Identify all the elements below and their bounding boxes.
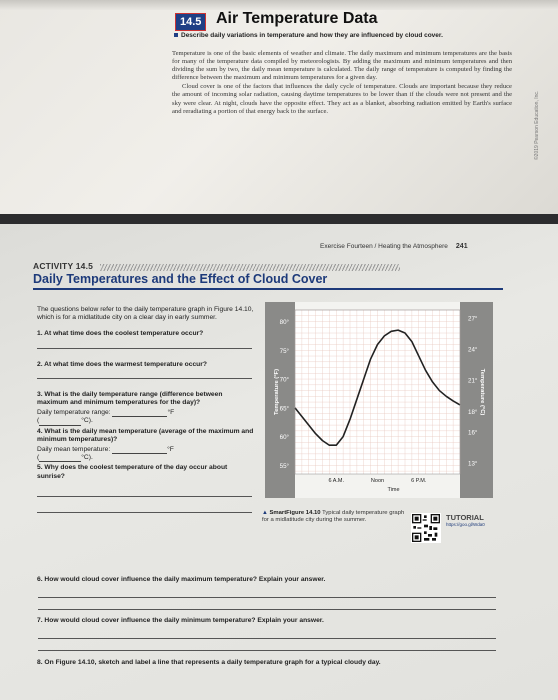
section-body xyxy=(172,50,512,117)
y-tick-label-f: 75° xyxy=(279,347,289,355)
answer-line-q6b[interactable] xyxy=(38,609,496,610)
page-gap xyxy=(0,214,558,224)
activity-stripe-decoration xyxy=(100,264,400,271)
page-number: 241 xyxy=(455,243,468,250)
caption-title: SmartFigure 14.10 xyxy=(269,510,321,516)
activity-title-rule xyxy=(33,288,503,290)
running-header xyxy=(320,243,468,250)
mean-c-row xyxy=(37,454,255,462)
y-tick-label-f: 55° xyxy=(279,462,289,470)
range-c-blank[interactable] xyxy=(39,419,81,426)
running-header-text: Exercise Fourteen / Heating the Atmosphere xyxy=(320,243,448,250)
activity-title: Daily Temperatures and the Effect of Cloud Cover xyxy=(33,272,328,286)
y-axis-label-f: Temperature (°F) xyxy=(274,368,280,416)
question-1: 1. At what time does the coolest temperature occur? xyxy=(37,330,204,338)
y-tick-label-f: 80° xyxy=(279,319,289,327)
x-tick-label: Noon xyxy=(370,478,385,484)
answer-line-q2[interactable] xyxy=(37,369,252,379)
mean-c-blank[interactable] xyxy=(39,455,81,462)
x-tick-label: 6 A.M. xyxy=(328,478,345,484)
answer-line-q5a[interactable] xyxy=(37,487,252,497)
unit-c-2: °C). xyxy=(81,454,93,462)
y-tick-label-c: 18° xyxy=(468,408,478,416)
question-6: 6. How would cloud cover influence the daily maximum temperature? Explain your answer. xyxy=(37,576,326,583)
paren-open: ( xyxy=(37,417,40,425)
activity-intro: The questions below refer to the daily temperature graph in Figure 14.10, which is for a midlatitude city on a clear day in early summer. xyxy=(37,306,254,322)
figure-caption xyxy=(262,510,410,524)
range-fill-label: Daily temperature range: xyxy=(37,409,111,417)
tutorial-url[interactable]: https://goo.gl/Wda0 xyxy=(446,522,485,527)
qr-code-icon[interactable] xyxy=(411,513,441,543)
paragraph-cloud-cover: Cloud cover is one of the factors that influences the daily cycle of temperature. Clouds are important because they reduce the amount of incoming solar radiation, causing daytime temperatures to be lower than if the clouds were not present and the sky were clear. At night, clouds have the opposite effect. They act as a blanket, absorbing radiation emitted by Earth's surface and reradiating a portion of that energy back to the surface. xyxy=(172,83,512,115)
answer-line-q1[interactable] xyxy=(37,339,252,349)
smartfigure-triangle-icon: ▲ xyxy=(262,510,270,516)
y-tick-label-f: 70° xyxy=(279,376,289,384)
range-c-row xyxy=(37,417,255,425)
y-axis-label-c: Temperature (°C) xyxy=(479,368,485,416)
mean-fill-row xyxy=(37,446,255,454)
range-fill-row xyxy=(37,409,255,417)
answer-line-q7b[interactable] xyxy=(38,650,496,651)
x-axis-label: Time xyxy=(387,487,400,493)
y-tick-label-c: 21° xyxy=(468,377,478,385)
y-tick-label-c: 27° xyxy=(468,315,478,323)
right-axis-band xyxy=(460,302,493,498)
bullet-square-icon xyxy=(174,33,178,37)
page-shadow xyxy=(0,0,558,10)
answer-line-q5b[interactable] xyxy=(37,503,252,513)
caption-text: Typical daily temperature graph for a midlatitude city during the summer. xyxy=(262,510,405,523)
question-5: 5. Why does the coolest temperature of the day occur about sunrise? xyxy=(37,464,228,480)
learning-objective xyxy=(174,32,443,39)
y-tick-label-c: 13° xyxy=(468,460,478,468)
y-tick-label-f: 60° xyxy=(279,434,289,442)
section-title: Air Temperature Data xyxy=(216,10,378,27)
unit-c: °C). xyxy=(81,417,93,425)
question-8: 8. On Figure 14.10, sketch and label a line that represents a daily temperature graph for a typical cloudy day. xyxy=(37,659,381,666)
paren-open-2: ( xyxy=(37,454,40,462)
range-f-blank[interactable] xyxy=(112,410,167,417)
question-3: 3. What is the daily temperature range (difference between maximum and minimum temperatures for the day)? xyxy=(37,390,223,407)
answer-line-q7a[interactable] xyxy=(38,638,496,639)
y-tick-label-f: 65° xyxy=(279,405,289,413)
textbook-page-top xyxy=(0,0,558,214)
textbook-page-241 xyxy=(0,224,558,700)
question-2: 2. At what time does the warmest temperature occur? xyxy=(37,360,207,368)
y-tick-label-c: 24° xyxy=(468,346,478,354)
unit-f-2: °F xyxy=(167,446,174,454)
answer-line-q6a[interactable] xyxy=(38,597,496,598)
question-column xyxy=(37,306,255,513)
y-tick-label-c: 16° xyxy=(468,429,478,437)
mean-fill-label: Daily mean temperature: xyxy=(37,446,111,454)
mean-f-blank[interactable] xyxy=(112,447,167,454)
section-number-badge: 14.5 xyxy=(175,13,206,31)
copyright-notice: ©2019 Pearson Education, Inc. xyxy=(534,90,540,160)
paragraph-temperature: Temperature is one of the basic elements of weather and climate. The daily maximum and minimum temperatures are the basis for many of the temperature data compiled by meteorologists. By adding the maximum and minimum temperatures and then dividing the sum by two, the daily mean temperature is calculated. The daily range of temperature is computed by finding the difference between the maximum and minimum temperatures for a given day. xyxy=(172,50,512,82)
tutorial-label: TUTORIAL xyxy=(446,513,484,522)
question-4: 4. What is the daily mean temperature (average of the maximum and minimum temperatures)? xyxy=(37,427,254,443)
x-tick-label: 6 P.M. xyxy=(411,478,427,484)
activity-label: ACTIVITY 14.5 xyxy=(33,261,94,271)
daily-temperature-chart xyxy=(265,302,493,498)
objective-text: Describe daily variations in temperature and how they are influenced by cloud cover. xyxy=(181,32,443,39)
question-7: 7. How would cloud cover influence the daily minimum temperature? Explain your answer. xyxy=(37,617,324,624)
unit-f: °F xyxy=(167,409,175,417)
